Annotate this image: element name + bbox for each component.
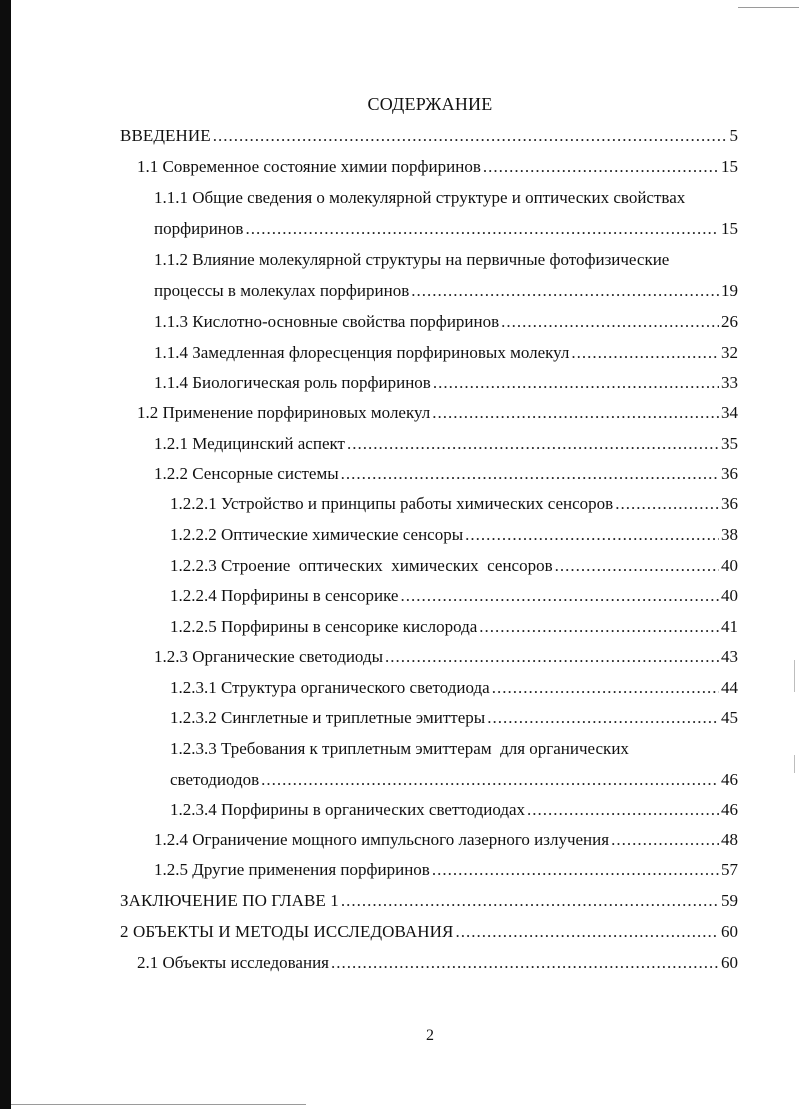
- toc-entry-chapter-2[interactable]: [120, 922, 738, 946]
- toc-entry-label: 2.1 Объекты исследования: [137, 953, 329, 972]
- toc-entry-label: 1.2.2 Сенсорные системы: [154, 464, 339, 483]
- toc-entry[interactable]: [137, 403, 738, 427]
- leader-dots: [555, 556, 719, 576]
- leader-dots: [213, 126, 728, 146]
- toc-entry-label: 1.2.3 Органические светодиоды: [154, 647, 384, 666]
- toc-entry[interactable]: [170, 770, 738, 794]
- toc-entry-page: 38: [721, 525, 738, 544]
- toc-entry-label: 1.2.3.4 Порфирины в органических светтодиодах: [170, 800, 526, 819]
- toc-entry-label: 1.2.2.2 Оптические химические сенсоры: [170, 525, 464, 544]
- toc-entry-page: 46: [721, 800, 738, 819]
- toc-entry[interactable]: [170, 586, 738, 610]
- toc-entry-label: 1.1.4 Замедленная флоресценция порфириновых молекул: [154, 343, 570, 362]
- leader-dots: [615, 494, 719, 514]
- toc-entry-label-line1[interactable]: 1.2.3.3 Требования к триплетным эмиттерам для органических: [170, 739, 629, 758]
- toc-entry[interactable]: [170, 617, 738, 641]
- toc-entry-label: 1.2.2.3 Строение оптических химических сенсоров: [170, 556, 553, 575]
- toc-entry-page: 59: [721, 891, 738, 910]
- toc-entry[interactable]: [154, 373, 738, 397]
- toc-entry-label: 1.2.4 Ограничение мощного импульсного лазерного излучения: [154, 830, 610, 849]
- toc-entry-page: 60: [721, 922, 738, 941]
- toc-entry[interactable]: [170, 800, 738, 824]
- scan-top-edge: [738, 7, 799, 8]
- scan-left-edge: [0, 0, 11, 1109]
- toc-entry[interactable]: [170, 708, 738, 732]
- toc-entry[interactable]: [170, 556, 738, 580]
- toc-entry-page: 32: [721, 343, 738, 362]
- toc-entry-introduction[interactable]: [120, 126, 738, 150]
- leader-dots: [483, 157, 719, 177]
- leader-dots: [571, 343, 719, 363]
- toc-entry-label: 1.2.2.5 Порфирины в сенсорике кислорода: [170, 617, 478, 636]
- toc-entry-page: 36: [721, 494, 738, 513]
- leader-dots: [347, 434, 719, 454]
- toc-entry-page: 26: [721, 312, 738, 331]
- toc-entry[interactable]: [154, 860, 738, 884]
- toc-entry[interactable]: [154, 343, 738, 367]
- toc-entry-label: порфиринов: [154, 219, 244, 238]
- leader-dots: [611, 830, 719, 850]
- toc-entry-page: 57: [721, 860, 738, 879]
- toc-entry-label: 1.2 Применение порфириновых молекул: [137, 403, 431, 422]
- leader-dots: [400, 586, 719, 606]
- toc-entry-page: 36: [721, 464, 738, 483]
- toc-entry-label: ВВЕДЕНИЕ: [120, 126, 211, 145]
- leader-dots: [501, 312, 719, 332]
- toc-entry-page: 15: [721, 219, 738, 238]
- leader-dots: [492, 678, 719, 698]
- scan-bottom-edge: [11, 1104, 306, 1105]
- leader-dots: [261, 770, 719, 790]
- toc-entry-page: 19: [721, 281, 738, 300]
- toc-entry-page: 48: [721, 830, 738, 849]
- toc-entry[interactable]: [154, 647, 738, 671]
- toc-entry-label: 1.2.1 Медицинский аспект: [154, 434, 345, 453]
- toc-entry-page: 33: [721, 373, 738, 392]
- toc-entry-label: 1.1 Современное состояние химии порфиринов: [137, 157, 481, 176]
- toc-entry-label: 1.2.3.1 Структура органического светодиода: [170, 678, 490, 697]
- toc-entry-page: 34: [721, 403, 738, 422]
- toc-entry-page: 35: [721, 434, 738, 453]
- toc-entry-page: 45: [721, 708, 738, 727]
- toc-entry-page: 43: [721, 647, 738, 666]
- page-number: 2: [426, 1027, 434, 1044]
- toc-entry-label: светодиодов: [170, 770, 260, 789]
- leader-dots: [487, 708, 719, 728]
- leader-dots: [432, 860, 719, 880]
- toc-entry-page: 60: [721, 953, 738, 972]
- toc-entry-label: 1.2.2.1 Устройство и принципы работы химических сенсоров: [170, 494, 614, 513]
- toc-entry-label-line1[interactable]: 1.1.1 Общие сведения о молекулярной структуре и оптических свойствах: [154, 188, 686, 207]
- toc-entry-label: ЗАКЛЮЧЕНИЕ ПО ГЛАВЕ 1: [120, 891, 339, 910]
- toc-entry-page: 40: [721, 586, 738, 605]
- toc-entry-label: 2 ОБЪЕКТЫ И МЕТОДЫ ИССЛЕДОВАНИЯ: [120, 922, 454, 941]
- toc-entry[interactable]: [154, 312, 738, 336]
- toc-entry-page: 5: [729, 126, 738, 145]
- leader-dots: [433, 373, 719, 393]
- toc-entry[interactable]: [154, 434, 738, 458]
- leader-dots: [245, 219, 719, 239]
- toc-entry[interactable]: [170, 678, 738, 702]
- toc-entry-conclusion[interactable]: [120, 891, 738, 915]
- toc-entry[interactable]: [137, 953, 738, 977]
- toc-entry-page: 40: [721, 556, 738, 575]
- leader-dots: [331, 953, 719, 973]
- leader-dots: [385, 647, 719, 667]
- toc-entry[interactable]: [170, 525, 738, 549]
- toc-entry-label: 1.2.5 Другие применения порфиринов: [154, 860, 430, 879]
- toc-entry-page: 44: [721, 678, 738, 697]
- toc-entry[interactable]: [154, 830, 738, 854]
- leader-dots: [411, 281, 719, 301]
- leader-dots: [341, 464, 719, 484]
- toc-entry-label-line1[interactable]: 1.1.2 Влияние молекулярной структуры на первичные фотофизические: [154, 250, 670, 269]
- toc-entry-label: 1.2.3.2 Синглетные и триплетные эмиттеры: [170, 708, 486, 727]
- toc-entry-page: 15: [721, 157, 738, 176]
- toc-entry[interactable]: [137, 157, 738, 181]
- toc-entry[interactable]: [154, 464, 738, 488]
- toc-entry-page: 46: [721, 770, 738, 789]
- leader-dots: [465, 525, 719, 545]
- toc-entry[interactable]: [170, 494, 738, 518]
- leader-dots: [527, 800, 719, 820]
- leader-dots: [479, 617, 719, 637]
- scan-mark: [794, 755, 795, 773]
- toc-entry-label: 1.2.2.4 Порфирины в сенсорике: [170, 586, 399, 605]
- scan-mark: [794, 660, 795, 692]
- toc-entry-label: 1.1.4 Биологическая роль порфиринов: [154, 373, 431, 392]
- toc-entry-label: 1.1.3 Кислотно-основные свойства порфиринов: [154, 312, 500, 331]
- toc-entry[interactable]: [154, 281, 738, 305]
- leader-dots: [432, 403, 719, 423]
- toc-entry[interactable]: [154, 219, 738, 243]
- leader-dots: [341, 891, 719, 911]
- leader-dots: [455, 922, 719, 942]
- toc-title: СОДЕРЖАНИЕ: [367, 94, 493, 114]
- toc-entry-page: 41: [721, 617, 738, 636]
- toc-entry-label: процессы в молекулах порфиринов: [154, 281, 410, 300]
